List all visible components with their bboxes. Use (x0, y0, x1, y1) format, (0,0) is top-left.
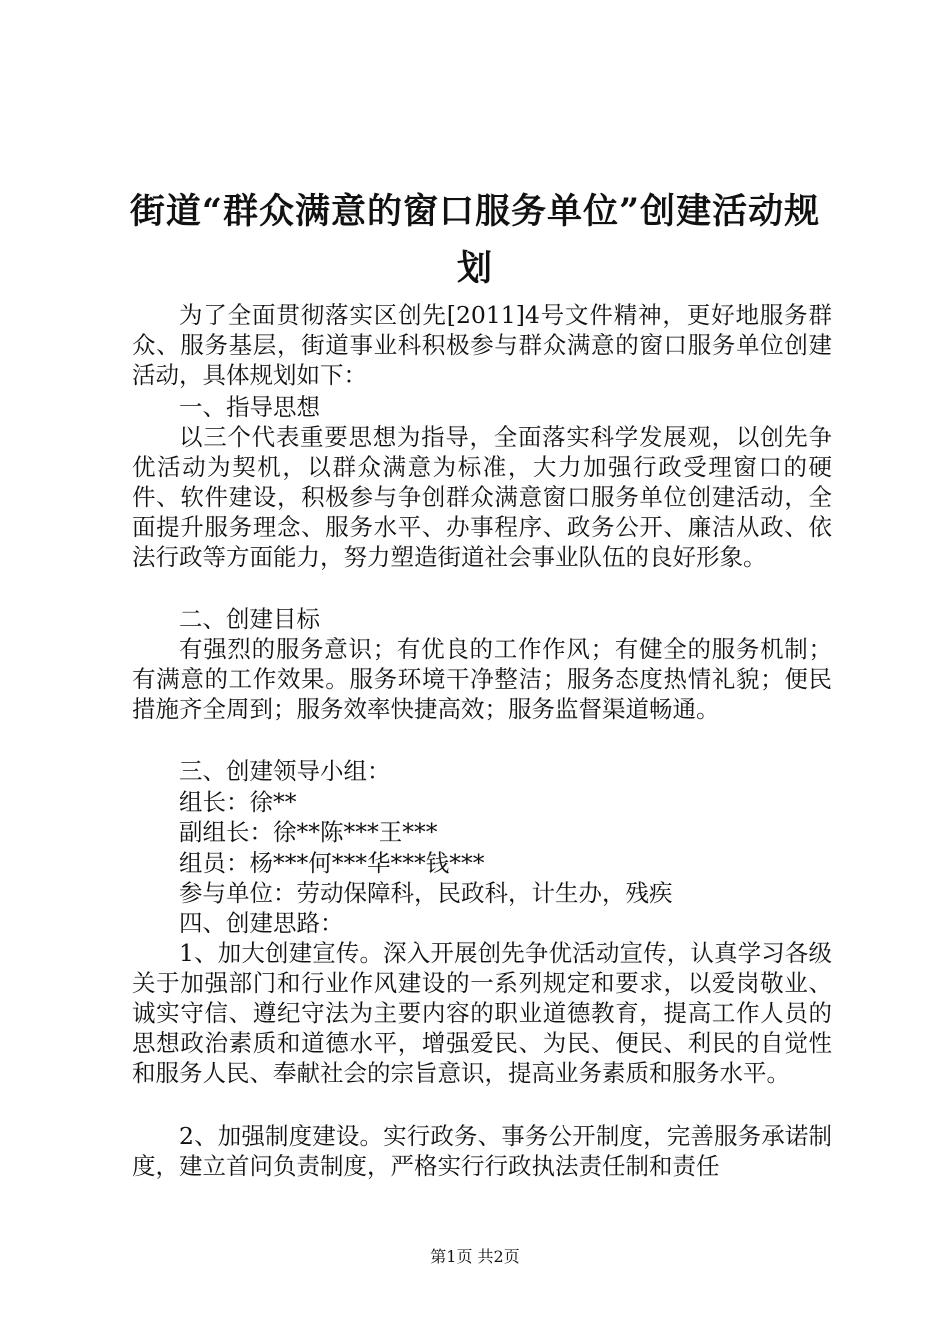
page-footer: 第1页 共2页 (430, 1247, 520, 1266)
participating-units-line: 参与单位：劳动保障科，民政科，计生办，残疾 (179, 879, 673, 907)
section-heading-leadership-group: 三、创建领导小组： (179, 757, 391, 785)
intro-paragraph: 为了全面贯彻落实区创先[2011]4号文件精神，更好地服务群众、服务基层，街道事业科积极参与群众满意的窗口服务单位创建活动，具体规划如下： (132, 301, 832, 389)
deputy-leader-line: 副组长：徐**陈***王*** (179, 818, 438, 846)
approach-item-2: 2、加强制度建设。实行政务、事务公开制度，完善服务承诺制度，建立首问负责制度，严格实行行政执法责任制和责任 (132, 1122, 832, 1180)
members-line: 组员：杨***何***华***钱*** (179, 849, 485, 877)
approach-item-1: 1、加大创建宣传。深入开展创先争优活动宣传，认真学习各级关于加强部门和行业作风建设的一系列规定和要求，以爱岗敬业、诚实守信、遵纪守法为主要内容的职业道德教育，提高工作人员的思想政治素质和道德水平，增强爱民、为民、便民、利民的自觉性和服务人民、奉献社会的宗旨意识，提高业务素质和服务水平。 (132, 939, 832, 1087)
group-leader-line: 组长：徐** (179, 788, 297, 816)
goals-paragraph: 有强烈的服务意识；有优良的工作作风；有健全的服务机制；有满意的工作效果。服务环境干净整洁；服务态度热情礼貌；便民措施齐全周到；服务效率快捷高效；服务监督渠道畅通。 (132, 635, 832, 723)
document-title-line-2: 划 (456, 248, 493, 289)
section-heading-guiding-ideology: 一、指导思想 (179, 393, 320, 421)
section-heading-goals: 二、创建目标 (179, 605, 320, 633)
section-heading-approach: 四、创建思路： (179, 909, 344, 937)
guiding-ideology-paragraph: 以三个代表重要思想为指导，全面落实科学发展观，以创先争优活动为契机，以群众满意为标准，大力加强行政受理窗口的硬件、软件建设，积极参与争创群众满意窗口服务单位创建活动，全面提升服务理念、服务水平、办事程序、政务公开、廉洁从政、依法行政等方面能力，努力塑造街道社会事业队伍的良好形象。 (132, 423, 832, 571)
document-title-line-1: 街道“群众满意的窗口服务单位”创建活动规 (129, 191, 821, 232)
